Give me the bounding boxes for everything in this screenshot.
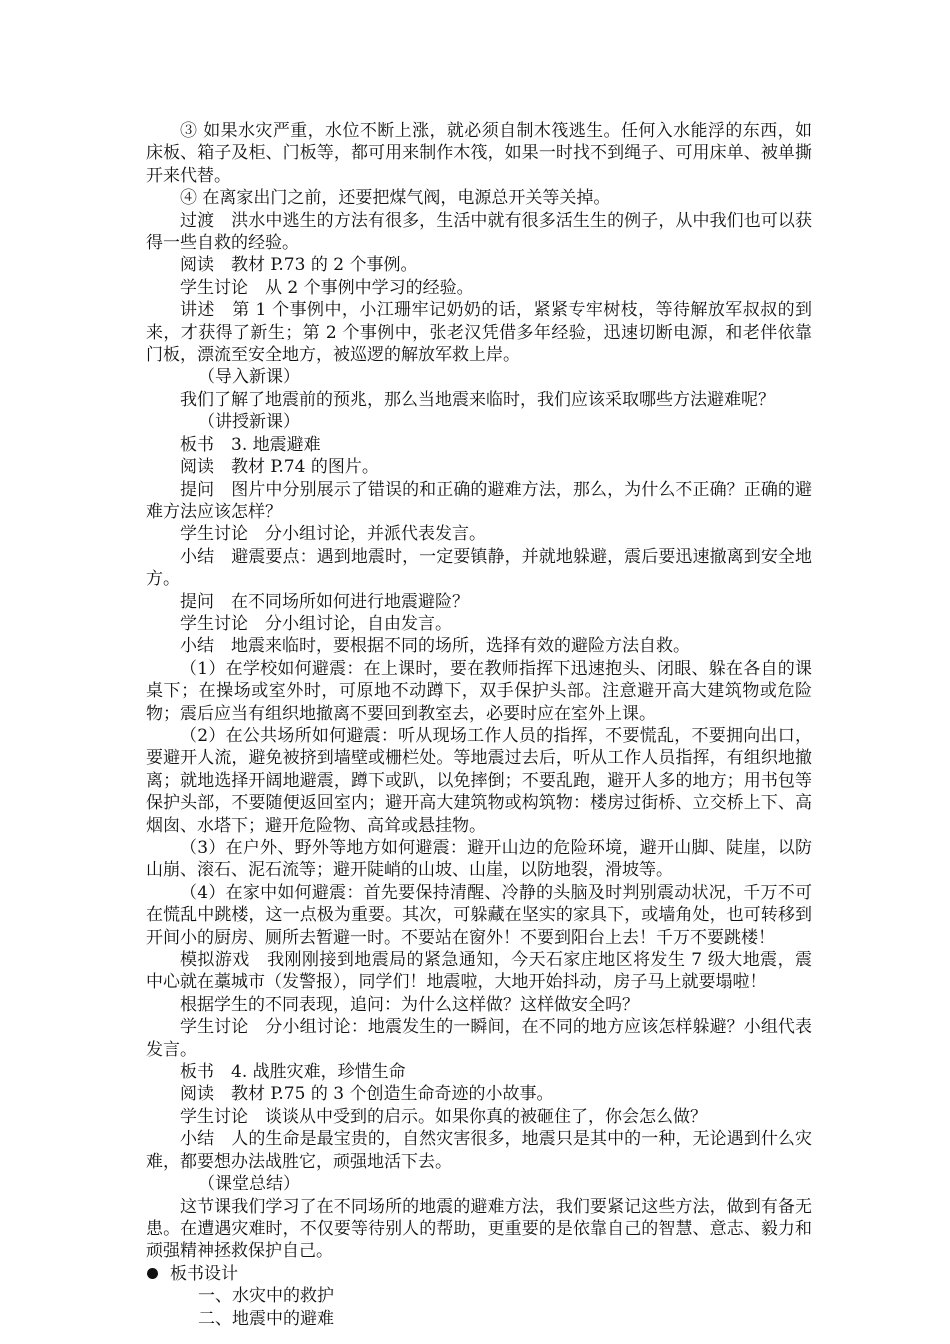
paragraph-flood-raft: ③ 如果水灾严重，水位不断上涨，就必须自制木筏逃生。任何入水能浮的东西，如床板、箱子及柜、门板等，都可用来制作木筏，如果一时找不到绳子、可用床单、被单撕开来代替。	[146, 121, 812, 186]
paragraph-narration: 讲述 第 1 个事例中，小江珊牢记奶奶的话，紧紧专牢树枝，等待解放军叔叔的到来，才获得了新生；第 2 个事例中，张老汉凭借多年经验，迅速切断电源，和老伴依靠门板，漂流至安全地方，被巡逻的解放军救上岸。	[146, 300, 812, 366]
paragraph-public-places: （2）在公共场所如何避震：听从现场工作人员的指挥，不要慌乱，不要拥向出口，要避开人流，避免被挤到墙壁或栅栏处。等地震过去后，听从工作人员指挥，有组织地撤离；就地选择开阔地避震，蹲下或趴，以免摔倒；不要乱跑，避开人多的地方；用书包等保护头部，不要随便返回室内；避开高大建筑物或构筑物：楼房过街桥、立交桥上下、高烟囱、水塔下；避开危险物、高耸或悬挂物。	[146, 725, 812, 836]
heading-new-lesson: （讲授新课）	[198, 412, 300, 433]
board-item-earthquake: 二、地震中的避难	[198, 1308, 334, 1329]
paragraph-question-places: 提问 在不同场所如何进行地震避险？	[180, 591, 469, 612]
paragraph-discussion-moment: 学生讨论 分小组讨论：地震发生的一瞬间，在不同的地方应该怎样躲避？小组代表发言。	[146, 1017, 812, 1060]
paragraph-gas-valve: ④ 在离家出门之前，还要把煤气阀，电源总开关等关掉。	[180, 188, 611, 209]
paragraph-reading-p74: 阅读 教材 P.74 的图片。	[180, 457, 379, 478]
paragraph-simulation-game: 模拟游戏 我刚刚接到地震局的紧急通知，今天石家庄地区将发生 7 级大地震，震中心就在藁城市（发警报），同学们！地震啦，大地开始抖动，房子马上就要塌啦！	[146, 950, 812, 993]
paragraph-at-home: （4）在家中如何避震：首先要保持清醒、冷静的头脑及时判别震动状况，千万不可在慌乱中跳楼，这一点极为重要。其次，可躲藏在坚实的家具下，或墙角处，也可转移到开间小的厨房、厕所去暂避一时。不要站在窗外！不要到阳台上去！千万不要跳楼！	[146, 882, 812, 948]
board-design-heading	[146, 1263, 812, 1285]
paragraph-transition: 过渡 洪水中逃生的方法有很多，生活中就有很多活生生的例子，从中我们也可以获得一些自救的经验。	[146, 210, 812, 254]
paragraph-discussion-inspiration: 学生讨论 谈谈从中受到的启示。如果你真的被砸住了，你会怎么做？	[180, 1106, 707, 1127]
paragraph-conclusion: 这节课我们学习了在不同场所的地震的避难方法，我们要紧记这些方法，做到有备无患。在遭遇灾难时，不仅要等待别人的帮助，更重要的是依靠自己的智慧、意志、毅力和顽强精神拯救保护自己。	[146, 1196, 812, 1262]
paragraph-outdoors: （3）在户外、野外等地方如何避震：避开山边的危险环境，避开山脚、陡崖，以防山崩、滚石、泥石流等；避开陡峭的山坡、山崖，以防地裂，滑坡等。	[146, 838, 812, 881]
paragraph-question-pictures: 提问 图片中分别展示了错误的和正确的避难方法，那么，为什么不正确？正确的避难方法应该怎样？	[146, 479, 812, 522]
paragraph-free-discussion: 学生讨论 分小组讨论，自由发言。	[180, 613, 452, 634]
bullet-icon	[147, 1268, 158, 1279]
paragraph-group-discussion: 学生讨论 分小组讨论，并派代表发言。	[180, 524, 486, 545]
body-text	[146, 120, 812, 1263]
paragraph-summary-self-rescue: 小结 地震来临时，要根据不同的场所，选择有效的避险方法自救。	[180, 636, 690, 657]
paragraph-summary-key-points: 小结 避震要点：遇到地震时，一定要镇静，并就地躲避，震后要迅速撤离到安全地方。	[146, 546, 812, 590]
paragraph-board-cherish-life: 板书 4. 战胜灾难，珍惜生命	[180, 1062, 406, 1083]
paragraph-reading-p75: 阅读 教材 P.75 的 3 个创造生命奇迹的小故事。	[180, 1084, 554, 1105]
document-page	[146, 120, 812, 1330]
paragraph-reading-p73: 阅读 教材 P.73 的 2 个事例。	[180, 255, 418, 276]
paragraph-school: （1）在学校如何避震：在上课时，要在教师指挥下迅速抱头、闭眼、躲在各自的课桌下；在操场或室外时，可原地不动蹲下，双手保护头部。注意避开高大建筑物或危险物；震后应当有组织地撤离不要回到教室去，必要时应在室外上课。	[146, 658, 812, 724]
board-item-flood: 一、水灾中的救护	[198, 1286, 334, 1307]
paragraph-summary-life: 小结 人的生命是最宝贵的，自然灾害很多，地震只是其中的一种，无论遇到什么灾难，都要想办法战胜它，顽强地活下去。	[146, 1129, 812, 1172]
paragraph-earthquake-question: 我们了解了地震前的预兆，那么当地震来临时，我们应该采取哪些方法避难呢？	[180, 389, 775, 410]
heading-introduce-lesson: （导入新课）	[198, 367, 300, 388]
board-design-section	[146, 1263, 812, 1330]
heading-class-summary: （课堂总结）	[198, 1174, 300, 1195]
board-design-title: 板书设计	[170, 1263, 238, 1284]
paragraph-follow-up: 根据学生的不同表现，追问：为什么这样做？这样做安全吗？	[180, 994, 639, 1015]
paragraph-board-earthquake: 板书 3. 地震避难	[180, 434, 321, 455]
paragraph-discussion-examples: 学生讨论 从 2 个事例中学习的经验。	[180, 277, 474, 298]
